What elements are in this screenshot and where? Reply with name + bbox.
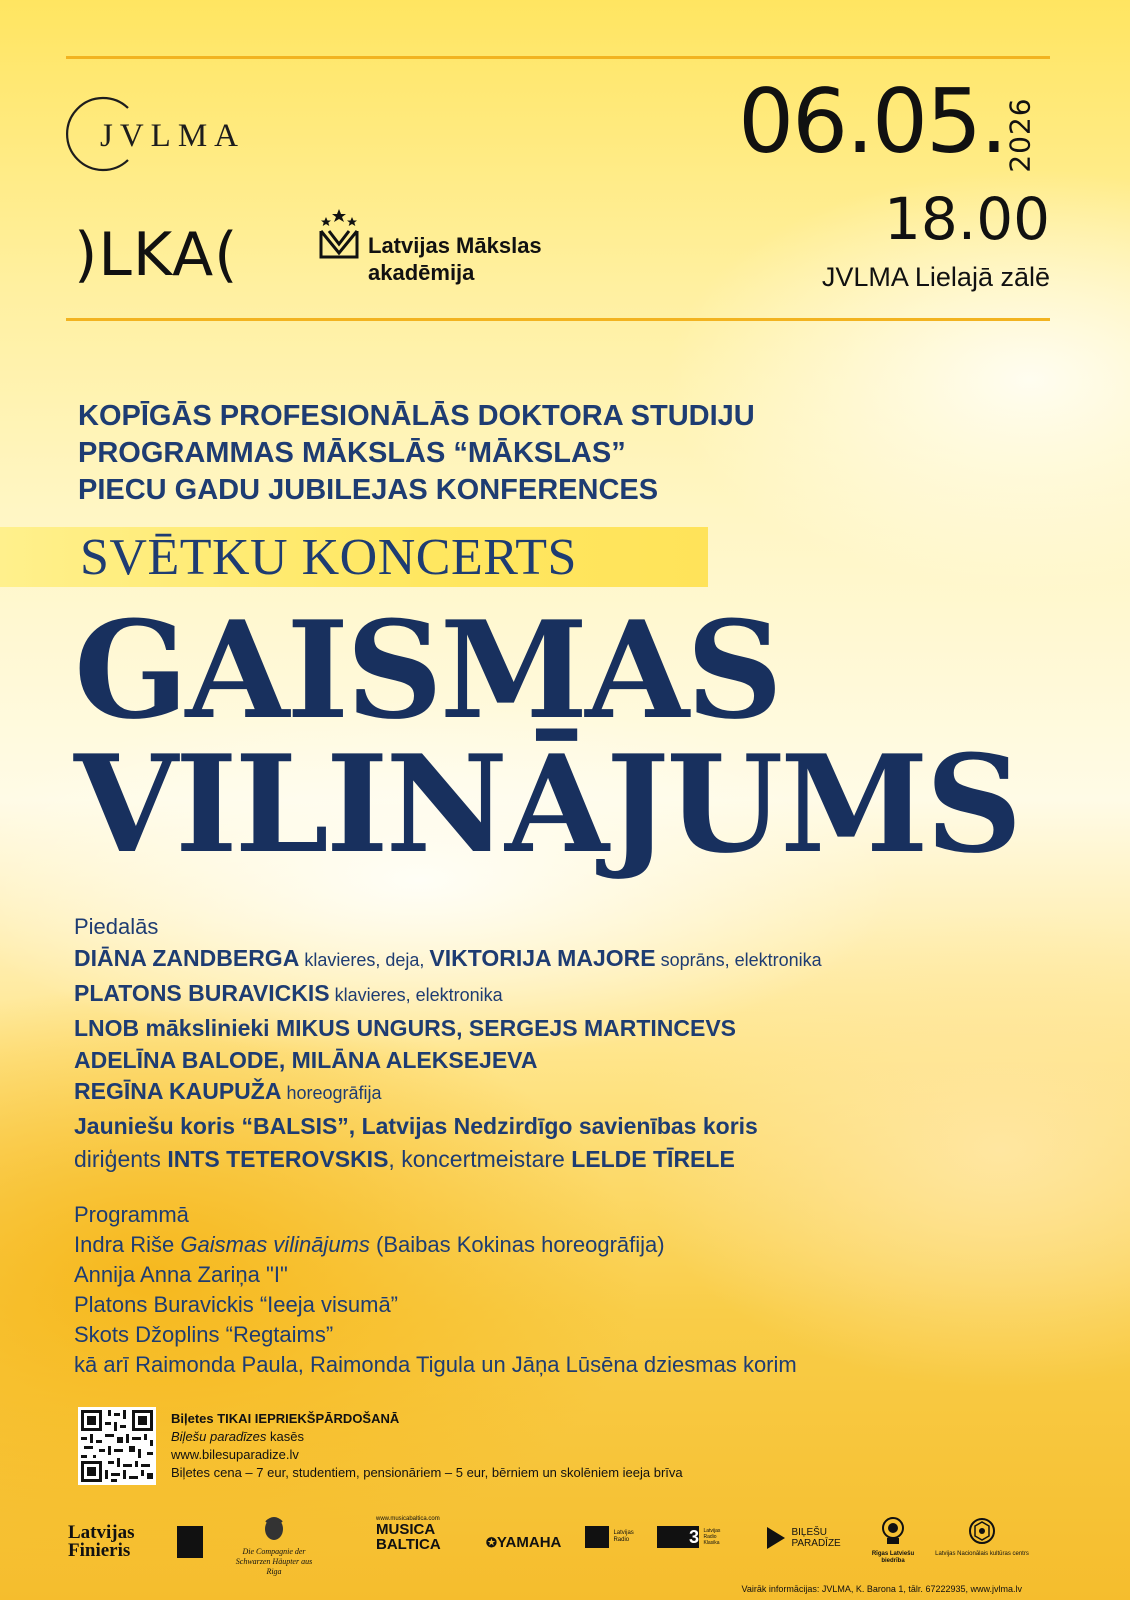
program-item-1-prefix: Indra Riše <box>74 1232 181 1257</box>
finieris-line1: Latvijas <box>68 1522 135 1543</box>
accompanist-label: , koncertmeistare <box>388 1146 572 1172</box>
tickets-url[interactable]: www.bilesuparadize.lv <box>171 1447 299 1462</box>
tickets-prices: Biļetes cena – 7 eur, studentiem, pensionāriem – 5 eur, bērniem un skolēniem ieeja brīva <box>171 1465 683 1480</box>
performers-intro: Piedalās <box>74 914 159 939</box>
radio3-label: Latvijas Radio Klasika <box>703 1528 721 1546</box>
program-item-1 <box>74 1230 1074 1260</box>
tickets-heading: Biļetes TIKAI IEPRIEKŠPĀRDOŠANĀ <box>171 1411 400 1426</box>
blackheads-text1: Die Compagnie der <box>242 1547 306 1556</box>
accompanist-name: LELDE TĪRELE <box>571 1146 735 1172</box>
latvijas-radio-logo <box>585 1526 639 1548</box>
performer-role: soprāns, elektronika <box>655 950 822 970</box>
rlb-label: Rīgas Latviešu biedrība <box>871 1551 915 1564</box>
tickets-box-office-rest: kasēs <box>266 1429 304 1444</box>
performer-line-5 <box>74 1075 1074 1110</box>
lma-wordmark <box>368 232 542 286</box>
program-item-1-title: Gaismas vilinājums <box>180 1232 370 1257</box>
lnkc-emblem-icon <box>967 1516 997 1546</box>
performer-role: klavieres, elektronika <box>329 985 503 1005</box>
program-heading: Programmā <box>74 1202 189 1227</box>
lnob-artists-1: LNOB mākslinieki MIKUS UNGURS, SERGEJS MARTINCEVS <box>74 1015 737 1041</box>
event-date: 06.05. <box>738 70 1006 173</box>
yamaha-logo <box>486 1534 561 1551</box>
performer-line-2 <box>74 977 1074 1012</box>
lma-line2: akadēmija <box>368 260 475 285</box>
performer-name: REGĪNA KAUPUŽA <box>74 1078 282 1104</box>
finieris-emblem-icon <box>177 1526 203 1558</box>
program-item-3: Platons Buravickis “Ieeja visumā” <box>74 1292 399 1317</box>
top-rule <box>66 56 1050 59</box>
jvlma-logo <box>66 94 276 174</box>
musica-baltica-logo <box>376 1516 441 1552</box>
subtitle-line-3: PIECU GADU JUBILEJAS KONFERENCES <box>78 474 659 506</box>
lka-logo: )LKA( <box>74 220 239 290</box>
lma-line1: Latvijas Mākslas <box>368 233 542 258</box>
performers-section <box>74 912 1074 1176</box>
subtitle-line-1: KOPĪGĀS PROFESIONĀLĀS DOKTORA STUDIJU <box>78 400 755 432</box>
musica-line1: MUSICA <box>376 1521 436 1538</box>
performer-role: klavieres, deja, <box>299 950 430 970</box>
lnkc-label: Latvijas Nacionālais kultūras centrs <box>935 1551 1029 1557</box>
choirs-line <box>74 1110 1074 1143</box>
conductor-name: INTS TETEROVSKIS <box>167 1146 389 1172</box>
blackheads-head-icon <box>259 1514 289 1542</box>
event-venue: JVLMA Lielajā zālē <box>821 262 1050 292</box>
latvijas-radio-label: Latvijas Radio <box>613 1530 634 1543</box>
tickets-box-office <box>171 1428 683 1446</box>
lnkc-logo <box>932 1516 1032 1558</box>
musica-url: www.musicabaltica.com <box>376 1516 440 1522</box>
conductor-label: diriģents <box>74 1146 168 1172</box>
blackheads-text2: Schwarzen Häupter aus Riga <box>235 1557 313 1576</box>
blackheads-logo <box>232 1514 316 1577</box>
title-line-2: VILINĀJUMS <box>74 725 1020 883</box>
yamaha-tuning-fork-icon: ✪ <box>486 1535 497 1550</box>
event-time: 18.00 <box>883 185 1050 253</box>
performer-line-3 <box>74 1012 1074 1045</box>
bilesu-line2: PARADĪZE <box>791 1538 841 1549</box>
bilesu-paradize-wordmark <box>791 1527 840 1549</box>
program-item-4: Skots Džoplins “Regtaims” <box>74 1322 334 1347</box>
rigas-latviesu-biedriba-logo <box>868 1516 918 1565</box>
performer-line-4 <box>74 1045 1074 1075</box>
title-line-1: GAISMAS <box>74 591 780 749</box>
conductor-line <box>74 1143 1074 1176</box>
lnob-artists-2: ADELĪNA BALODE, MILĀNA ALEKSEJEVA <box>74 1047 538 1073</box>
event-year-text: 2026 <box>1003 97 1037 173</box>
finieris-line2: Finieris <box>68 1540 131 1561</box>
yamaha-wordmark: YAMAHA <box>496 1534 562 1551</box>
bilesu-paradize-logo <box>765 1525 841 1551</box>
banner-text: SVĒTKU KONCERTS <box>80 529 577 586</box>
tickets-info <box>171 1410 683 1482</box>
rlb-emblem-icon <box>881 1516 905 1546</box>
footer-info: Vairāk informācijas: JVLMA, K. Barona 1, tālr. 67222935, www.jvlma.lv <box>741 1584 1022 1594</box>
bilesu-line1: BIĻEŠU <box>791 1527 828 1538</box>
performer-line-1 <box>74 942 1074 977</box>
divider-rule <box>66 318 1050 321</box>
latvijas-finieris-logo <box>68 1524 135 1560</box>
lma-crest-icon <box>318 207 360 266</box>
musica-line2: BALTICA <box>376 1536 441 1553</box>
subtitle-line-2: PROGRAMMAS MĀKSLĀS “MĀKSLAS” <box>78 437 626 469</box>
performer-name: PLATONS BURAVICKIS <box>74 980 330 1006</box>
qr-code-icon[interactable] <box>78 1407 156 1485</box>
bilesu-paradize-icon <box>765 1525 787 1551</box>
performer-name: VIKTORIJA MAJORE <box>429 945 656 971</box>
event-year <box>1005 90 1035 180</box>
jvlma-wordmark: JVLMA <box>100 118 246 154</box>
program-item-2: Annija Anna Zariņa "I" <box>74 1262 288 1287</box>
program-section <box>74 1200 1074 1380</box>
radio-klasika-logo <box>657 1526 729 1548</box>
program-item-1-suffix: (Baibas Kokinas horeogrāfija) <box>369 1232 665 1257</box>
tickets-vendor: Biļešu paradīzes <box>171 1429 267 1444</box>
conference-subtitle <box>78 398 978 509</box>
choirs: Jauniešu koris “BALSIS”, Latvijas Nedzirdīgo savienības koris <box>74 1113 758 1139</box>
performer-role: horeogrāfija <box>281 1083 382 1103</box>
radio3-icon: 3 <box>657 1526 699 1548</box>
program-item-5: kā arī Raimonda Paula, Raimonda Tigula un Jāņa Lūsēna dziesmas korim <box>74 1352 797 1377</box>
latvijas-radio-icon <box>585 1526 609 1548</box>
performer-name: DIĀNA ZANDBERGA <box>74 945 300 971</box>
